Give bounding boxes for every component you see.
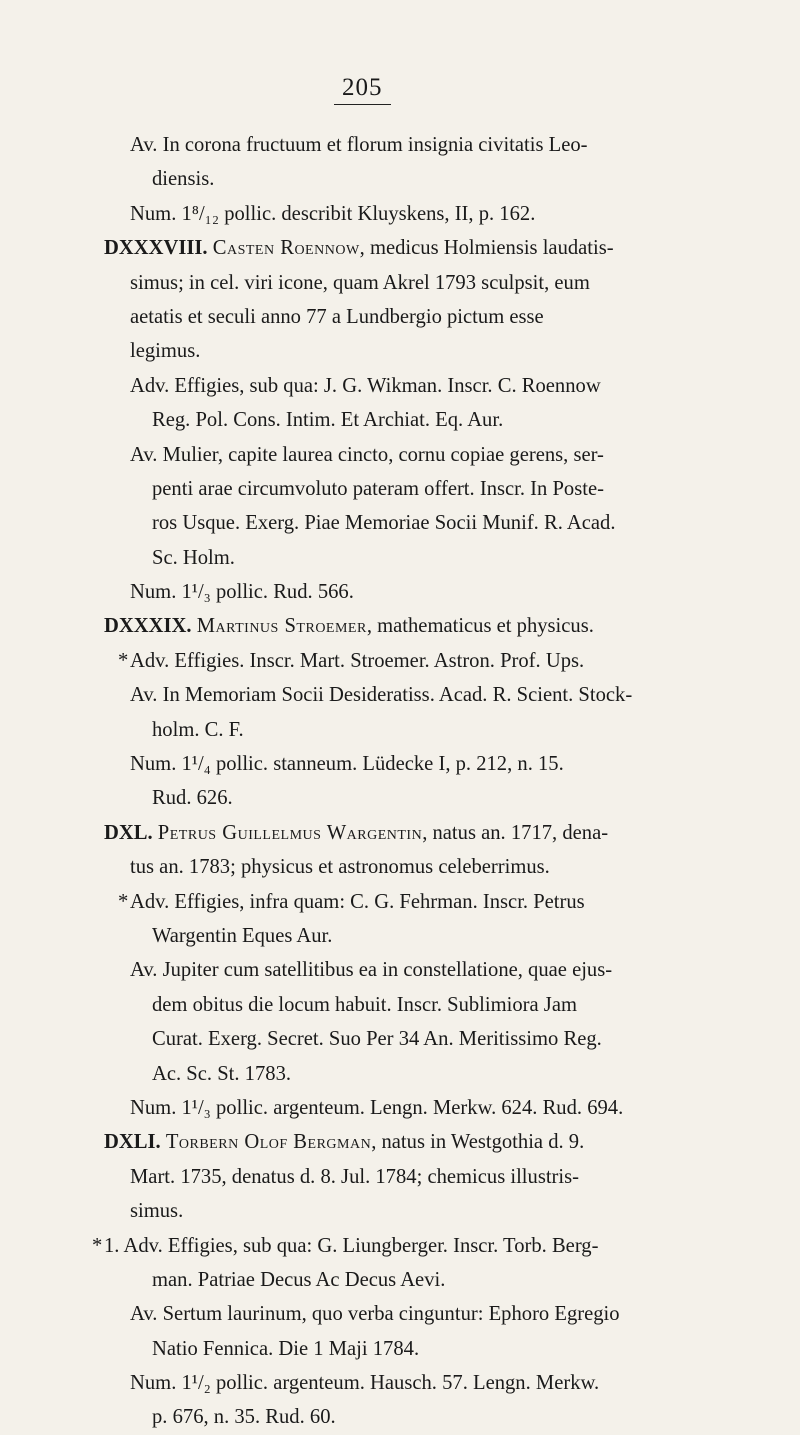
text-line: [104, 678, 704, 712]
text-line: [104, 1297, 704, 1331]
line-text: Av. Jupiter cum satellitibus ea in constellatione, quae ejus-: [130, 959, 613, 982]
line-text: man. Patriae Decus Ac Decus Aevi.: [152, 1268, 446, 1291]
line-text: ros Usque. Exerg. Piae Memoriae Socii Munif. R. Acad.: [152, 512, 616, 535]
line-text: Num. 1¹/₃ pollic. argenteum. Lengn. Merkw. 624. Rud. 694.: [130, 1096, 624, 1119]
entry-number: DXXXIX.: [104, 615, 192, 638]
line-text: legimus.: [130, 340, 201, 363]
line-text: 1. Adv. Effigies, sub qua: G. Liungberger. Inscr. Torb. Berg-: [104, 1234, 599, 1257]
text-line: [104, 988, 704, 1022]
text-line: [104, 300, 704, 334]
line-text: Wargentin Eques Aur.: [152, 924, 333, 947]
entry-heading: [104, 1125, 704, 1159]
text-line: [104, 266, 704, 300]
text-line: [104, 128, 704, 162]
line-text: Num. 1⁸/₁₂ pollic. describit Kluyskens, II, p. 162.: [130, 202, 536, 225]
line-text: aetatis et seculi anno 77 a Lundbergio pictum esse: [130, 305, 544, 328]
text-line: [104, 1160, 704, 1194]
line-text: Av. In Memoriam Socii Desideratiss. Acad. R. Scient. Stock-: [130, 684, 633, 707]
text-line: [104, 369, 704, 403]
line-text: Av. Sertum laurinum, quo verba cinguntur: Ephoro Egregio: [130, 1303, 620, 1326]
text-line: [104, 919, 704, 953]
text-line: [104, 1022, 704, 1056]
text-line: [104, 885, 704, 919]
text-line: [104, 1057, 704, 1091]
line-text: Av. Mulier, capite laurea cincto, cornu copiae gerens, ser-: [130, 443, 604, 466]
line-text: Adv. Effigies, infra quam: C. G. Fehrman. Inscr. Petrus: [130, 890, 585, 913]
line-text: diensis.: [152, 168, 215, 191]
line-text: Mart. 1735, denatus d. 8. Jul. 1784; chemicus illustris-: [130, 1165, 580, 1188]
line-text: Curat. Exerg. Secret. Suo Per 34 An. Meritissimo Reg.: [152, 1028, 602, 1051]
line-text: Adv. Effigies, sub qua: J. G. Wikman. Inscr. C. Roennow: [130, 374, 601, 397]
line-text: Ac. Sc. St. 1783.: [152, 1062, 292, 1085]
line-text: tus an. 1783; physicus et astronomus celeberrimus.: [130, 856, 550, 879]
line-text: , medicus Holmiensis laudatis-: [359, 237, 614, 260]
text-line: [92, 1229, 704, 1263]
text-line: [104, 472, 704, 506]
person-name: Casten Roennow: [212, 237, 360, 260]
text-line: [104, 162, 704, 196]
entry-number: DXXXVIII.: [104, 237, 208, 260]
text-line: [104, 197, 704, 231]
asterisk-mark: *: [92, 1234, 103, 1257]
line-text: Num. 1¹/₂ pollic. argenteum. Hausch. 57. Lengn. Merkw.: [130, 1372, 600, 1395]
entry-heading: [104, 609, 704, 643]
text-line: [104, 506, 704, 540]
line-text: simus; in cel. viri icone, quam Akrel 1793 sculpsit, eum: [130, 271, 590, 294]
entry-heading: [104, 231, 704, 265]
line-text: Adv. Effigies. Inscr. Mart. Stroemer. Astron. Prof. Ups.: [130, 649, 585, 672]
text-line: [104, 644, 704, 678]
text-line: [104, 438, 704, 472]
line-text: Num. 1¹/₃ pollic. Rud. 566.: [130, 581, 354, 604]
text-line: [104, 1366, 704, 1400]
page-number: 205: [334, 74, 391, 105]
line-text: holm. C. F.: [152, 718, 244, 741]
line-text: Rud. 626.: [152, 787, 233, 810]
text-line: [104, 713, 704, 747]
line-text: penti arae circumvoluto pateram offert. Inscr. In Poste-: [152, 477, 604, 500]
line-text: p. 676, n. 35. Rud. 60.: [152, 1406, 336, 1429]
entry-heading: [104, 816, 704, 850]
line-text: Av. In corona fructuum et florum insignia civitatis Leo-: [130, 134, 588, 156]
line-text: dem obitus die locum habuit. Inscr. Sublimiora Jam: [152, 993, 577, 1016]
line-text: , mathematicus et physicus.: [366, 615, 594, 638]
line-text: simus.: [130, 1200, 184, 1223]
text-line: [104, 1194, 704, 1228]
catalog-text: [92, 128, 704, 1435]
line-text: Natio Fennica. Die 1 Maji 1784.: [152, 1337, 420, 1360]
line-text: , natus in Westgothia d. 9.: [371, 1131, 585, 1154]
text-line: [104, 334, 704, 368]
entry-number: DXLI.: [104, 1131, 161, 1154]
text-line: [104, 1263, 704, 1297]
text-line: [104, 953, 704, 987]
person-name: Martinus Stroemer: [196, 615, 367, 638]
line-text: Sc. Holm.: [152, 546, 235, 569]
line-text: , natus an. 1717, dena-: [422, 821, 609, 844]
text-line: [104, 781, 704, 815]
line-text: Num. 1¹/₄ pollic. stanneum. Lüdecke I, p. 212, n. 15.: [130, 753, 564, 776]
asterisk-mark: *: [118, 890, 129, 913]
text-line: [104, 541, 704, 575]
line-text: Reg. Pol. Cons. Intim. Et Archiat. Eq. Aur.: [152, 409, 504, 432]
text-line: [104, 1400, 704, 1434]
entry-number: DXL.: [104, 821, 153, 844]
person-name: Petrus Guillelmus Wargentin: [157, 821, 423, 844]
text-line: [104, 1091, 704, 1125]
text-line: [104, 575, 704, 609]
asterisk-mark: *: [118, 649, 129, 672]
text-line: [104, 1332, 704, 1366]
person-name: Torbern Olof Bergman: [165, 1131, 372, 1154]
text-line: [104, 403, 704, 437]
text-line: [104, 850, 704, 884]
text-line: [104, 747, 704, 781]
